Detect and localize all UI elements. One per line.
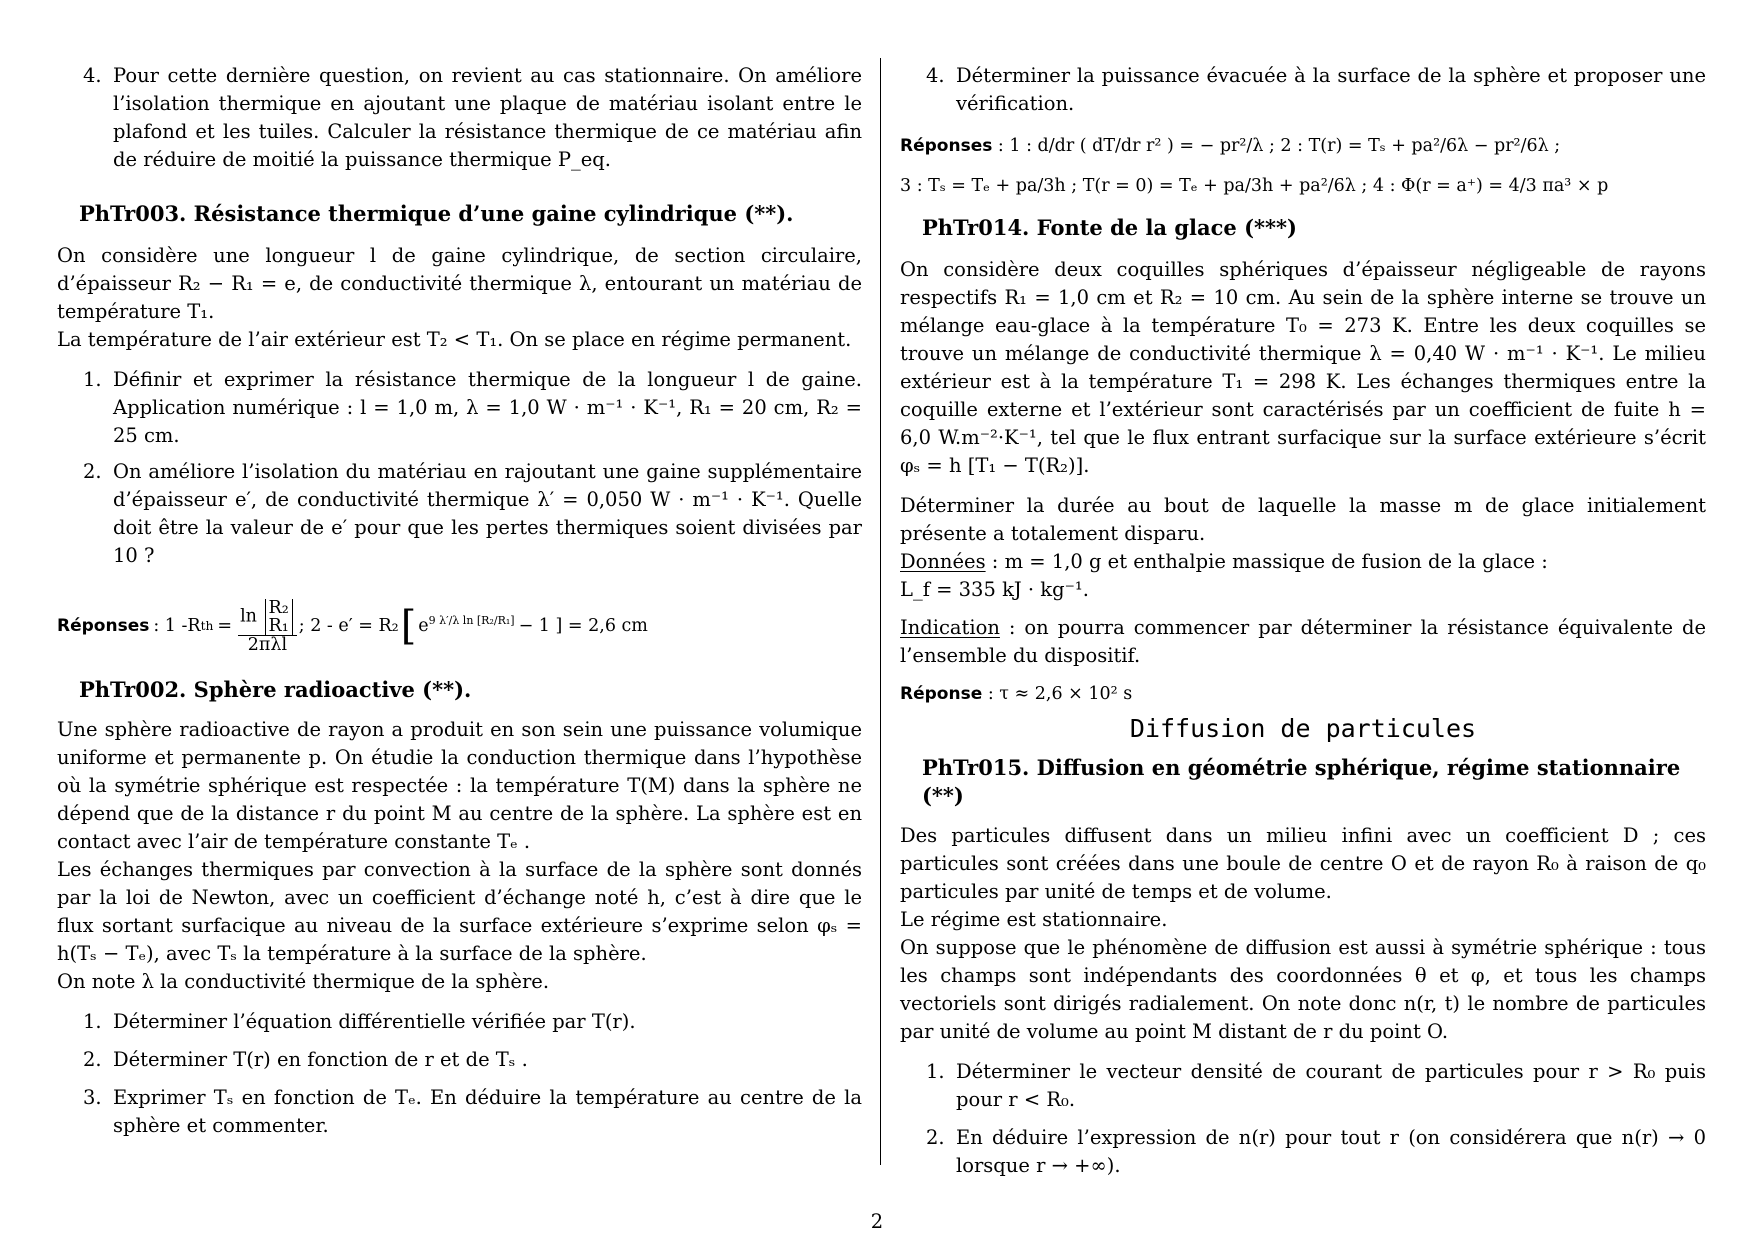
question-list: [900, 1058, 1706, 1180]
list-item: 3. Exprimer Tₛ en fonction de Tₑ. En déduire la température au centre de la sphère et commenter.: [83, 1086, 862, 1137]
question-text: Définir et exprimer la résistance thermique de la longueur l de gaine. Application numérique : l = 1,0 m, λ = 1,0 W · m⁻¹ · K⁻¹, R₁ = 20 cm, R₂ = 25 cm.: [113, 368, 862, 447]
paragraph: Des particules diffusent dans un milieu infini avec un coefficient D ; ces particules sont créées dans une boule de centre O et de rayon R₀ à raison de q₀ particules par unité de temps et de volume.: [900, 824, 1706, 903]
question-text: Pour cette dernière question, on revient au cas stationnaire. On améliore l’isolation thermique en ajoutant une plaque de matériau isolant entre le plafond et les tuiles. Calculer la résistance thermique de ce matériau afin de réduire de moitié la puissance thermique P_eq.: [113, 64, 862, 171]
answers-phtr002: Réponses : 1 : d/dr ( dT/dr r² ) = − pr²/λ ; 2 : T(r) = Tₛ + pa²/6λ − pr²/6λ ; 3 : Tₛ = Tₑ + pa/3h ; T(r = 0) = Tₑ + pa/3h + pa²/6λ ; 4 : Φ(r = a⁺) = 4/3 πa³ × p: [900, 136, 1609, 196]
column-divider: [880, 58, 881, 1165]
answers-label: Réponses: [57, 616, 150, 636]
question-text: Déterminer le vecteur densité de courant de particules pour r > R₀ puis pour r < R₀.: [956, 1060, 1706, 1111]
list-item: 1. Déterminer le vecteur densité de courant de particules pour r > R₀ puis pour r < R₀.: [926, 1060, 1706, 1111]
question-list-prev: [57, 62, 862, 174]
question-text: Déterminer T(r) en fonction de r et de Tₛ .: [113, 1048, 528, 1071]
list-item: 4. Pour cette dernière question, on revient au cas stationnaire. On améliore l’isolation thermique en ajoutant une plaque de matériau isolant entre le plafond et les tuiles. Calculer la résistance thermique de ce matériau afin de réduire de moitié la puissance thermique P_eq.: [83, 64, 862, 171]
answers-phtr003: Réponses : 1 -R th = ln R₂ R₁ 2πλl ; 2 - e′ = R₂ [ $e^{9 \lambda'/\lambda ln [R_2/R_1]}$ − 1 ] = 2,6 cm: [57, 597, 648, 655]
right-column: [900, 62, 1706, 1180]
list-item: 2. En déduire l’expression de n(r) pour tout r (on considérera que n(r) → 0 lorsque r → +∞).: [926, 1126, 1706, 1177]
paragraph: On considère une longueur l de gaine cylindrique, de section circulaire, d’épaisseur R₂ − R₁ = e, de conductivité thermique λ, entourant un matériau de température T₁.: [57, 244, 862, 323]
paragraph: On considère deux coquilles sphériques d’épaisseur négligeable de rayons respectifs R₁ = 1,0 cm et R₂ = 10 cm. Au sein de la sphère interne se trouve un mélange eau-glace à la température T₀ = 273 K. Entre les deux coquilles se trouve un mélange de conductivité thermique λ = 0,40 W · m⁻¹ · K⁻¹. Le milieu extérieur est à la température T₁ = 298 K. Les échanges thermiques entre la coquille externe et l’extérieur sont caractérisés par un coefficient de fuite h = 6,0 W.m⁻²·K⁻¹, tel que le flux entrant surfacique sur la surface extérieure s’écrit φₛ = h [T₁ − T(R₂)].: [900, 258, 1706, 477]
question-text: Déterminer la puissance évacuée à la surface de la sphère et proposer une vérification.: [956, 64, 1706, 115]
donnees-label: Données: [900, 550, 986, 573]
paragraph: La température de l’air extérieur est T₂ < T₁. On se place en régime permanent.: [57, 328, 852, 351]
section-title: Diffusion de particules: [1129, 714, 1477, 743]
paragraph: Déterminer la durée au bout de laquelle la masse m de glace initialement présente a totalement disparu.: [900, 494, 1706, 545]
question-list-prev: [900, 62, 1706, 118]
list-item: 2. On améliore l’isolation du matériau en rajoutant une gaine supplémentaire d’épaisseur e′, de conductivité thermique λ′ = 0,050 W · m⁻¹ · K⁻¹. Quelle doit être la valeur de e′ pour que les pertes thermiques soient divisées par 10 ?: [83, 460, 862, 567]
answer-label: Réponse: [900, 684, 983, 704]
paragraph: Indication : on pourra commencer par déterminer la résistance équivalente de l’ensemble du dispositif.: [900, 616, 1707, 667]
question-text: Déterminer l’équation différentielle vérifiée par T(r).: [113, 1010, 636, 1033]
fraction: ln R₂ R₁ 2πλl: [238, 599, 297, 654]
list-item: 1. Déterminer l’équation différentielle vérifiée par T(r).: [83, 1010, 636, 1033]
question-text: On améliore l’isolation du matériau en rajoutant une gaine supplémentaire d’épaisseur e′, de conductivité thermique λ′ = 0,050 W · m⁻¹ · K⁻¹. Quelle doit être la valeur de e′ pour que les pertes thermiques soient divisées par 10 ?: [113, 460, 862, 567]
paragraph: Données : m = 1,0 g et enthalpie massique de fusion de la glace :: [900, 550, 1548, 573]
page-number: 2: [870, 1210, 884, 1233]
question-text: En déduire l’expression de n(r) pour tout r (on considérera que n(r) → 0 lorsque r → +∞).: [956, 1126, 1706, 1177]
paragraph: L_f = 335 kJ · kg⁻¹.: [900, 578, 1089, 601]
list-item: 4. Déterminer la puissance évacuée à la surface de la sphère et proposer une vérification.: [926, 64, 1706, 115]
paragraph: Les échanges thermiques par convection à la surface de la sphère sont donnés par la loi de Newton, avec un coefficient d’échange noté h, c’est à dire que le flux sortant surfacique au niveau de la surface extérieure s’exprime selon φₛ = h(Tₛ − Tₑ), avec Tₛ la température à la surface de la sphère.: [57, 858, 862, 965]
question-list: [57, 1008, 862, 1140]
paragraph: On suppose que le phénomène de diffusion est aussi à symétrie sphérique : tous les champs sont indépendants des coordonnées θ et φ, et tous les champs vectoriels sont dirigés radialement. On note donc n(r, t) le nombre de particules par unité de volume au point M distant de r du point O.: [900, 936, 1706, 1043]
list-item: 2. Déterminer T(r) en fonction de r et de Tₛ .: [83, 1048, 528, 1071]
answer-phtr014: Réponse : τ ≈ 2,6 × 10² s: [900, 684, 1133, 704]
left-column: [57, 62, 862, 1140]
paragraph: On note λ la conductivité thermique de la sphère.: [57, 970, 550, 993]
paragraph: Une sphère radioactive de rayon a produit en son sein une puissance volumique uniforme et permanente p. On étudie la conduction thermique dans l’hypothèse où la symétrie sphérique est respectée : la température T(M) dans la sphère ne dépend que de la distance r du point M au centre de la sphère. La sphère est en contact avec l’air de température constante Tₑ .: [57, 718, 862, 853]
exercise-title-phtr014: PhTr014. Fonte de la glace (***): [922, 215, 1297, 240]
list-item: 1. Définir et exprimer la résistance thermique de la longueur l de gaine. Application numérique : l = 1,0 m, λ = 1,0 W · m⁻¹ · K⁻¹, R₁ = 20 cm, R₂ = 25 cm.: [83, 368, 862, 447]
paragraph: Le régime est stationnaire.: [900, 908, 1168, 931]
exercise-title-phtr003: PhTr003. Résistance thermique d’une gaine cylindrique (**).: [79, 201, 794, 226]
answers-label: Réponses: [900, 136, 993, 156]
question-list: [57, 366, 862, 570]
question-text: Exprimer Tₛ en fonction de Tₑ. En déduire la température au centre de la sphère et commenter.: [113, 1086, 862, 1137]
indication-label: Indication: [900, 616, 1000, 639]
exercise-title-phtr015: PhTr015. Diffusion en géométrie sphérique, régime stationnaire (**): [922, 755, 1681, 808]
exercise-title-phtr002: PhTr002. Sphère radioactive (**).: [79, 677, 472, 702]
